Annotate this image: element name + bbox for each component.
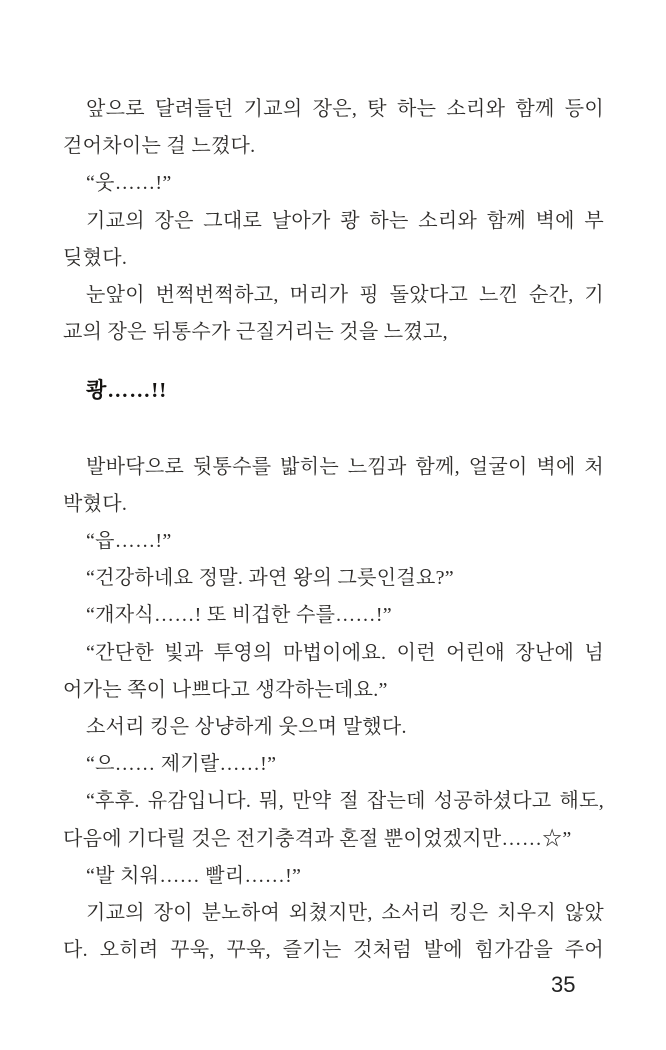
- text-line: 앞으로 달려들던 기교의 장은, 탓 하는 소리와 함께 등이: [86, 98, 604, 120]
- text-line: 눈앞이 번쩍번쩍하고, 머리가 핑 돌았다고 느낀 순간, 기: [86, 284, 604, 307]
- text-line: “건강하네요 정말. 과연 왕의 그릇인걸요?”: [86, 567, 454, 590]
- text-line: 소서리 킹은 상냥하게 웃으며 말했다.: [86, 716, 407, 739]
- text-column: [63, 91, 604, 969]
- text-line: 발바닥으로 뒷통수를 밟히는 느낌과 함께, 얼굴이 벽에 처: [86, 455, 604, 478]
- text-line: 기교의 장이 분노하여 외쳤지만, 소서리 킹은 치우지 않았: [86, 902, 604, 925]
- emphasis-line: 쾅……!!: [86, 378, 168, 403]
- text-line: “발 치워…… 빨리……!”: [86, 864, 302, 887]
- text-line: 딪혔다.: [63, 246, 128, 269]
- text-line: 다음에 기다릴 것은 전기충격과 혼절 뿐이었겠지만……☆”: [63, 827, 572, 850]
- page-number: 35: [551, 972, 576, 997]
- text-line: “간단한 빛과 투영의 마법이에요. 이런 어린애 장난에 넘: [86, 641, 604, 664]
- text-line: “으…… 제기랄……!”: [86, 753, 277, 776]
- text-line: “웃……!”: [86, 172, 172, 195]
- text-line: 어가는 쪽이 나쁘다고 생각하는데요.”: [63, 678, 388, 701]
- text-line: 박혔다.: [63, 492, 128, 515]
- text-line: 기교의 장은 그대로 날아가 쾅 하는 소리와 함께 벽에 부: [86, 209, 604, 232]
- text-line: “읍……!”: [86, 530, 172, 553]
- text-line: 다. 오히려 꾸욱, 꾸욱, 즐기는 것처럼 발에 힘가감을 주어: [63, 939, 604, 962]
- text-line: 교의 장은 뒤통수가 근질거리는 것을 느꼈고,: [63, 321, 448, 344]
- text-line: “후후. 유감입니다. 뭐, 만약 절 잡는데 성공하셨다고 해도,: [86, 790, 604, 813]
- text-line: “개자식……! 또 비겁한 수를……!”: [86, 604, 392, 627]
- text-line: 걷어차이는 걸 느꼈다.: [63, 135, 256, 158]
